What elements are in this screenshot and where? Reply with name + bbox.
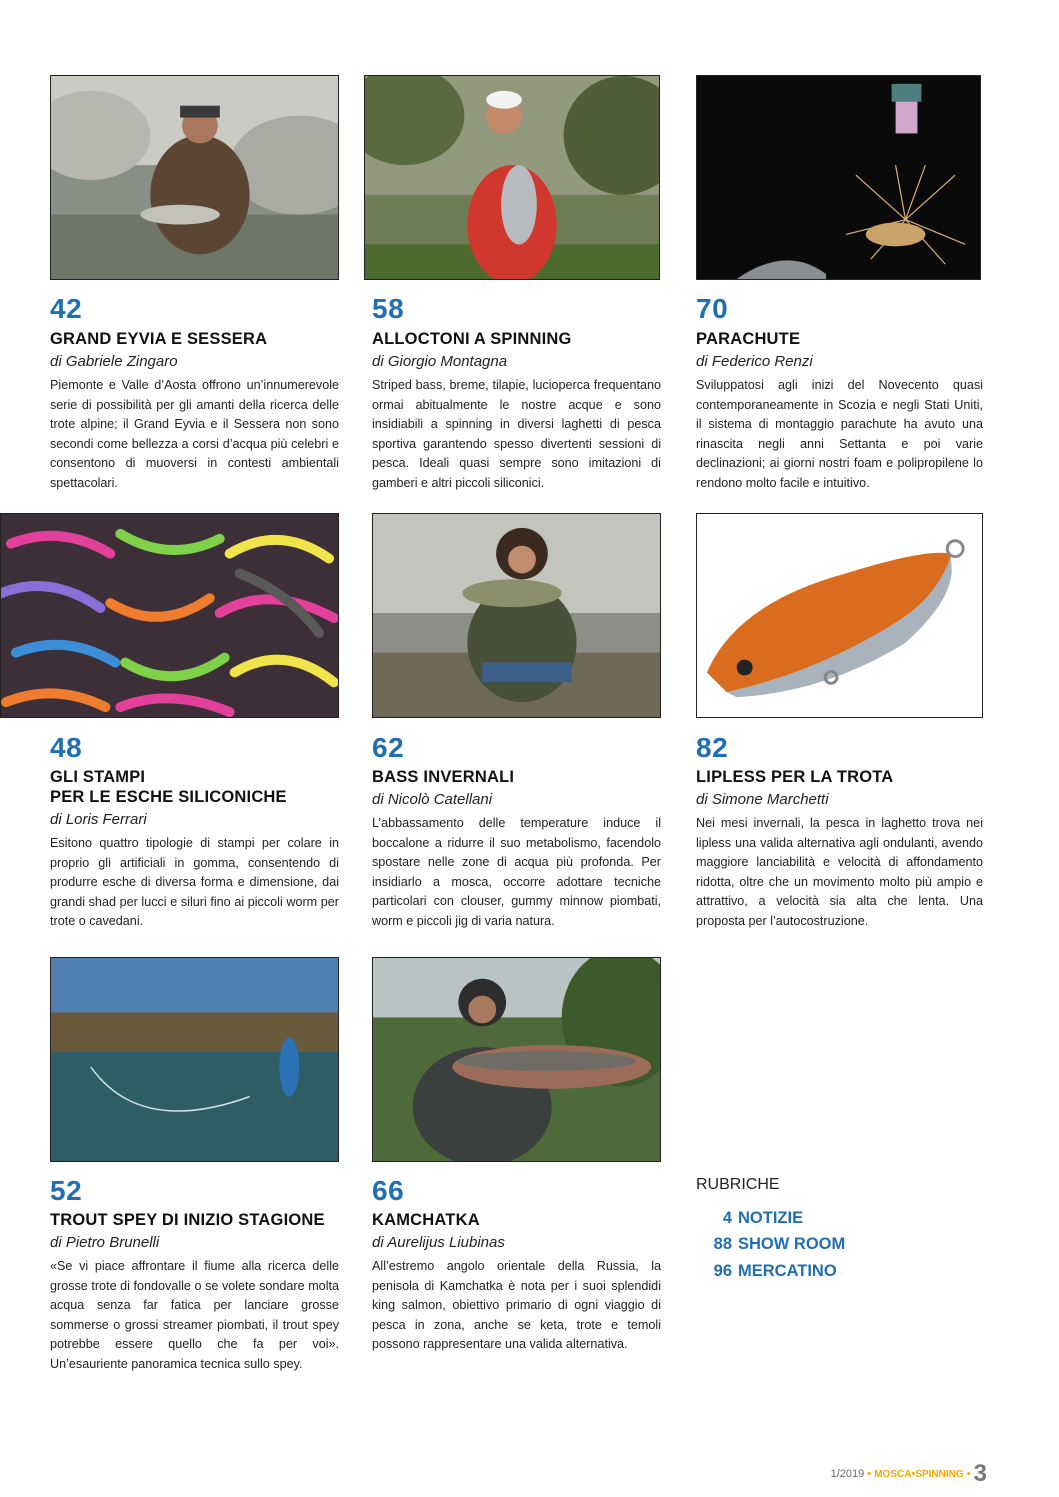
article-title: BASS INVERNALI: [372, 768, 515, 786]
photo-lipless: [696, 513, 983, 718]
article-desc: «Se vi piace affrontare il fiume alla ricerca delle grosse trote di fondovalle o se volete sondare molta acqua senza far fatica per lanciare grosse sommerse o grossi streamer piombati, il trout spey potrebbe essere quello che fa per voi». Un’esauriente panoramica tecnica sullo spey.: [50, 1259, 339, 1371]
photo-kamchatka: [372, 957, 661, 1162]
rubrica-title: SHOW ROOM: [738, 1235, 846, 1253]
separator-dot: •: [966, 1467, 971, 1480]
article-author: di Pietro Brunelli: [50, 1234, 160, 1251]
article-author: di Gabriele Zingaro: [50, 353, 178, 370]
page-number: 70: [696, 293, 729, 324]
rubrica-title: NOTIZIE: [738, 1209, 804, 1227]
rubrica-notizie[interactable]: [696, 1209, 803, 1228]
article-desc: All’estremo angolo orientale della Russia, la penisola di Kamchatka è nota per i suoi splendidi king salmon, obiettivo primario di ogni viaggio di pesca in zona, anche se keta, trote e temoli possono rappresentare una valida alternativa.: [372, 1259, 661, 1351]
article-desc: Striped bass, breme, tilapie, lucioperca frequentano ormai abitualmente le nostre acque e sono insidiabili a spinning in diversi laghetti di pesca sportiva garantendo spesso divertenti sessioni di pesca. Ideali quasi sempre sono imitazioni di gamberi e altri piccoli siliconici.: [372, 378, 661, 490]
folio-page-number: 3: [973, 1460, 987, 1487]
article-title: TROUT SPEY DI INIZIO STAGIONE: [50, 1211, 325, 1229]
rubrica-page: 88: [713, 1235, 732, 1253]
article-author: di Giorgio Montagna: [372, 353, 508, 370]
separator-dot: •: [911, 1467, 916, 1480]
article-author: di Loris Ferrari: [50, 811, 147, 828]
page-number: 62: [372, 732, 405, 763]
article-title: PARACHUTE: [696, 330, 801, 348]
separator-dot: •: [867, 1467, 872, 1480]
photo-trout-spey: [50, 957, 339, 1162]
rubrica-page: 96: [713, 1262, 732, 1280]
photo-parachute: [696, 75, 981, 280]
page-footer: [831, 1460, 987, 1488]
article-desc: Esitono quattro tipologie di stampi per colare in proprio gli artificiali in gomma, consentendo di produrre esche di diversa forma e dimensione, dai grandi shad per lucci e siluri fino ai piccoli worm per trote o cavedani.: [50, 836, 339, 928]
article-title: KAMCHATKA: [372, 1211, 480, 1229]
article-desc: L’abbassamento delle temperature induce il boccalone a ridurre il suo metabolismo, facendolo spostare nelle zone di acqua più profonda. Per insidiarlo a mosca, occorre adottare tecniche particolari con clouser, gummy minnow piombati, worm e piccoli jig di varia natura.: [372, 816, 661, 928]
photo-bass: [372, 513, 661, 718]
article-author: di Aurelijus Liubinas: [372, 1234, 505, 1251]
article-title: GRAND EYVIA E SESSERA: [50, 330, 268, 348]
page-number: 52: [50, 1175, 83, 1206]
article-desc: Piemonte e Valle d’Aosta offrono un’innumerevole serie di possibilità per gli amanti della ricerca delle trote alpine; il Grand Eyvia e il Sessera non sono secondi come bellezza a corsi d’acqua più celebri e consentono di muoversi in contesti ambientali spettacolari.: [50, 378, 339, 490]
page-number: 58: [372, 293, 405, 324]
rubrica-page: 4: [722, 1209, 732, 1227]
rubrica-show-room[interactable]: [696, 1235, 845, 1254]
page-number: 48: [50, 732, 83, 763]
article-title: LIPLESS PER LA TROTA: [696, 768, 894, 786]
photo-grand-eyvia: [50, 75, 339, 280]
page-number: 82: [696, 732, 729, 763]
rubrica-mercatino[interactable]: [696, 1262, 837, 1281]
brand-spinning: SPINNING: [915, 1468, 964, 1480]
article-author: di Simone Marchetti: [696, 791, 829, 808]
brand-mosca: MOSCA: [874, 1468, 912, 1480]
photo-alloctoni: [364, 75, 660, 280]
article-title: ALLOCTONI A SPINNING: [372, 330, 572, 348]
article-desc: Nei mesi invernali, la pesca in laghetto trova nei lipless una valida alternativa agli ondulanti, avendo maggiore lanciabilità e velocità di affondamento ridotta, oltre che un movimento molto più ampio e attrattivo, a velocità sia alta che lenta. Una proposta per l’autocostruzione.: [696, 816, 983, 928]
page-number: 66: [372, 1175, 405, 1206]
article-author: di Federico Renzi: [696, 353, 813, 370]
page-number: 42: [50, 293, 83, 324]
article-title: GLI STAMPI PER LE ESCHE SILICONICHE: [50, 768, 287, 806]
rubriche-heading: RUBRICHE: [696, 1176, 780, 1193]
photo-esche: [0, 513, 339, 718]
issue-number: 1/2019: [830, 1467, 865, 1480]
rubrica-title: MERCATINO: [738, 1262, 837, 1280]
article-desc: Sviluppatosi agli inizi del Novecento quasi contemporaneamente in Scozia e negli Stati Uniti, il sistema di montaggio parachute ha avuto una rinascita negli anni Settanta e poi varie declinazioni; ai giorni nostri foam e polipropilene lo rendono molto facile e intuitivo.: [696, 378, 983, 490]
article-author: di Nicolò Catellani: [372, 791, 493, 808]
